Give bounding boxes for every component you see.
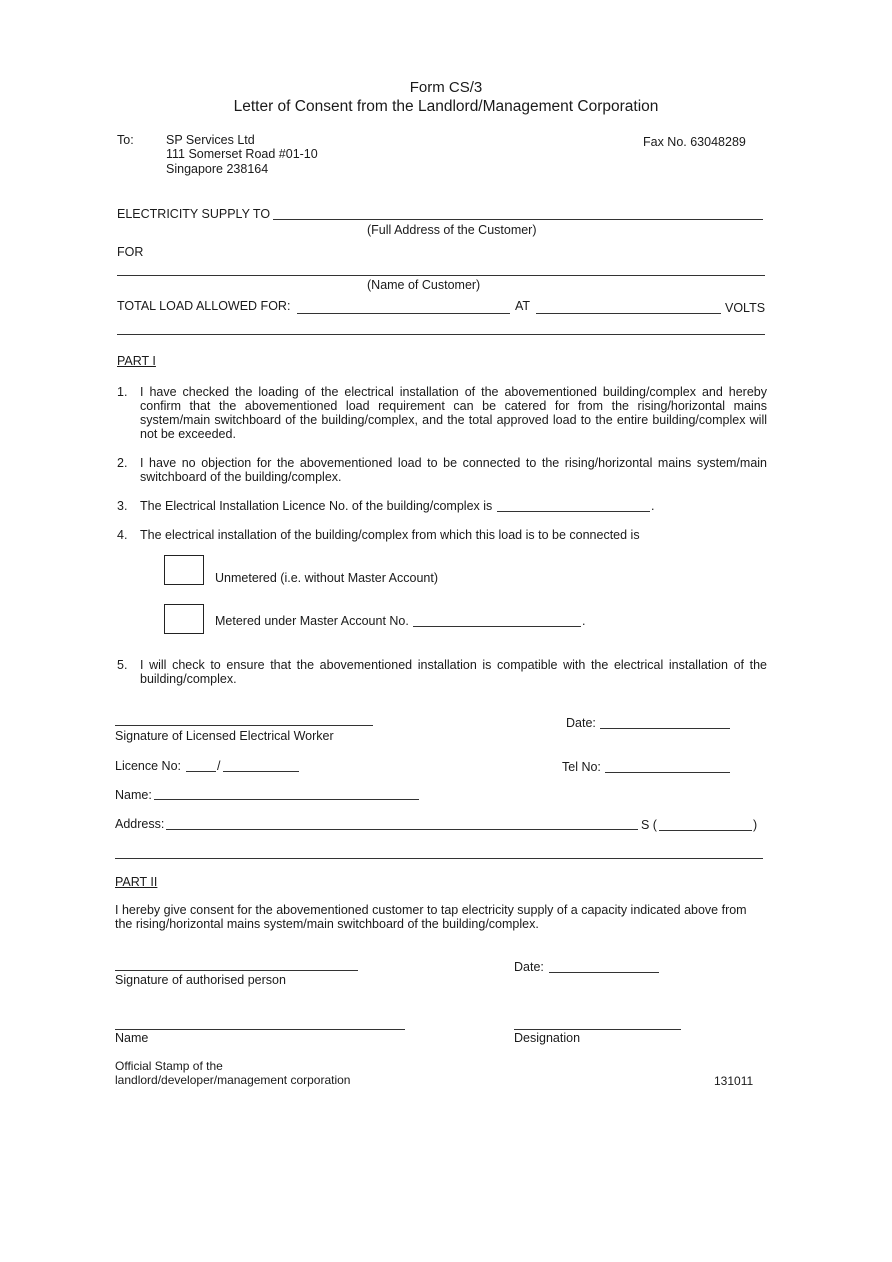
licence-separator: / <box>217 759 221 773</box>
postal-label: S ( <box>641 818 657 832</box>
lew-address-field[interactable] <box>166 829 638 830</box>
metered-period: . <box>582 614 586 628</box>
item2-number: 2. <box>117 456 128 470</box>
tel-label: Tel No: <box>562 760 601 774</box>
designation-label: Designation <box>514 1031 581 1045</box>
licence-no-part2-field[interactable] <box>223 771 299 772</box>
item3-text: The Electrical Installation Licence No. of the building/complex is <box>140 499 493 513</box>
unmetered-label: Unmetered (i.e. without Master Account) <box>215 571 439 585</box>
lew-name-label: Name: <box>115 788 152 802</box>
part2-heading: PART II <box>115 875 158 889</box>
to-line2: 111 Somerset Road #01-10 <box>166 147 318 161</box>
item3-period: . <box>651 499 655 513</box>
address-caption: (Full Address of the Customer) <box>367 223 537 237</box>
item1-number: 1. <box>117 385 128 399</box>
postal-close: ) <box>753 818 758 832</box>
address-line2-field[interactable] <box>115 858 763 859</box>
item5-text: I will check to ensure that the abovementioned installation is compatible with the electrical installation of the building/complex. <box>140 658 767 686</box>
authorised-signature-label: Signature of authorised person <box>115 973 286 987</box>
divider <box>117 334 765 335</box>
to-line3: Singapore 238164 <box>166 162 269 176</box>
name-caption: (Name of Customer) <box>367 278 481 292</box>
customer-address-field[interactable] <box>273 219 763 220</box>
voltage-field[interactable] <box>536 313 721 314</box>
form-title: Letter of Consent from the Landlord/Management Corporation <box>233 98 659 115</box>
metered-checkbox[interactable] <box>164 604 204 634</box>
customer-name-field[interactable] <box>117 275 765 276</box>
lew-date-label: Date: <box>566 716 596 730</box>
electricity-supply-label: ELECTRICITY SUPPLY TO <box>117 207 271 221</box>
item2-text: I have no objection for the abovementioned load to be connected to the rising/horizontal mains system/main switchboard of the building/complex. <box>140 456 767 484</box>
part2-consent-text: I hereby give consent for the abovementioned customer to tap electricity supply of a capacity indicated above from the rising/horizontal mains system/main switchboard of the building/complex. <box>115 903 747 931</box>
to-label: To: <box>117 133 134 147</box>
authorised-name-label: Name <box>115 1031 149 1045</box>
designation-field[interactable] <box>514 1029 681 1030</box>
tel-field[interactable] <box>605 772 730 773</box>
item4-text: The electrical installation of the building/complex from which this load is to be connected is <box>140 528 640 542</box>
item5-number: 5. <box>117 658 128 672</box>
fax-number: Fax No. 63048289 <box>643 135 746 149</box>
lew-signature-label: Signature of Licensed Electrical Worker <box>115 729 334 743</box>
item1-text: I have checked the loading of the electrical installation of the abovementioned building/complex and hereby confirm that the abovementioned load requirement can be catered for from the rising/horizontal mains system/main switchboard of the building/complex, and the total approved load to the entire building/complex will not be exceeded. <box>140 385 767 441</box>
item4-number: 4. <box>117 528 128 542</box>
to-line1: SP Services Ltd <box>166 133 255 147</box>
lew-signature-field[interactable] <box>115 725 373 726</box>
master-account-field[interactable] <box>413 626 581 627</box>
licence-no-part1-field[interactable] <box>186 771 216 772</box>
lew-date-field[interactable] <box>600 728 730 729</box>
part2-date-field[interactable] <box>549 972 659 973</box>
unmetered-checkbox[interactable] <box>164 555 204 585</box>
load-field[interactable] <box>297 313 510 314</box>
postal-code-field[interactable] <box>659 830 752 831</box>
authorised-name-field[interactable] <box>115 1029 405 1030</box>
for-label: FOR <box>117 245 144 259</box>
load-label: TOTAL LOAD ALLOWED FOR: <box>117 299 291 313</box>
lew-name-field[interactable] <box>154 799 419 800</box>
authorised-signature-field[interactable] <box>115 970 358 971</box>
form-code: 131011 <box>714 1074 754 1088</box>
at-label: AT <box>515 299 531 313</box>
part1-heading: PART I <box>117 354 156 368</box>
licence-no-label: Licence No: <box>115 759 182 773</box>
item3-number: 3. <box>117 499 128 513</box>
metered-label: Metered under Master Account No. <box>215 614 409 628</box>
part2-date-label: Date: <box>514 960 544 974</box>
licence-number-field[interactable] <box>497 511 650 512</box>
form-number: Form CS/3 <box>409 79 483 96</box>
lew-address-label: Address: <box>115 817 165 831</box>
volts-label: VOLTS <box>725 301 766 315</box>
stamp-label-line1: Official Stamp of the <box>115 1059 223 1073</box>
stamp-label-line2: landlord/developer/management corporation <box>115 1073 351 1087</box>
